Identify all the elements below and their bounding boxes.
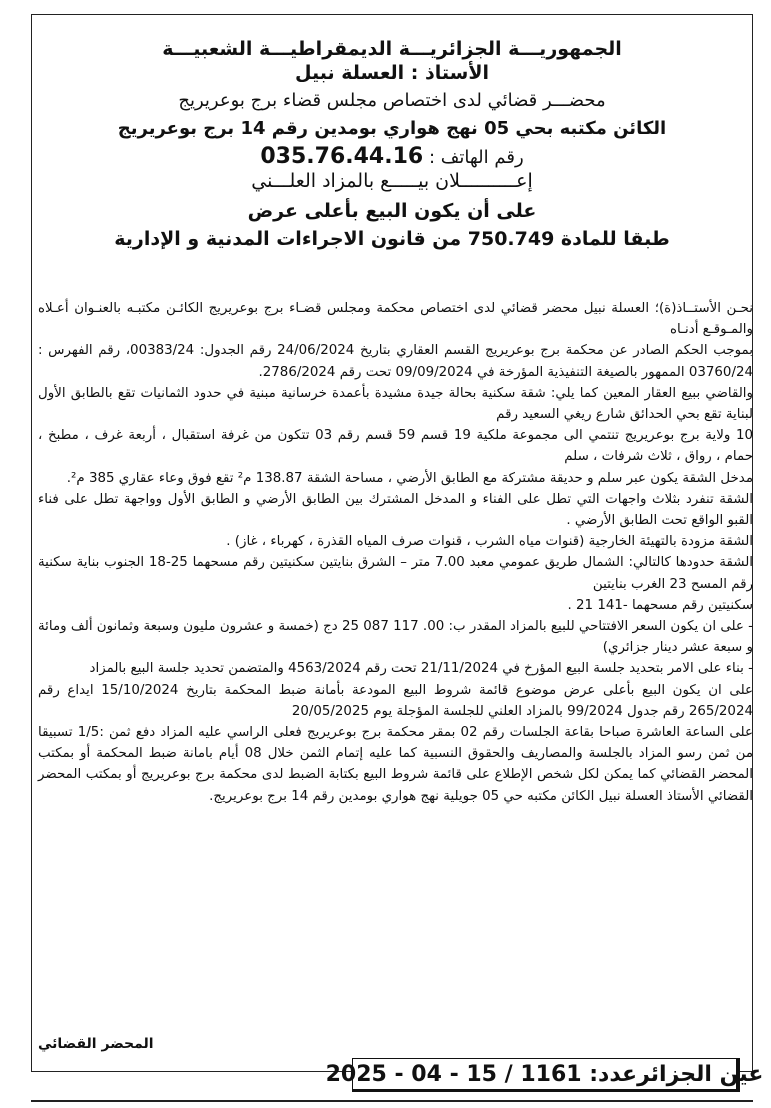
announcement-header [31, 40, 753, 258]
intro-paragraph: نحـن الأستــاذ(ة)؛ العسلة نبيل محضر قضائي لدى اختصاص محكمة ومجلس قضـاء برج بوعريريج الكائـن مكتبـه بالعنـوان أعـلاه والمـوقـع أدنـاه [38, 301, 753, 338]
office-address: الكائن مكتبه بحي 05 نهج هواري بومدين رقم 14 برج بوعريريج [117, 118, 667, 139]
facades-paragraph: الشقة تنفرد بثلاث واجهات التي تطل على الفناء و المدخل المشترك بين الطابق الأرضي و الطابق الأول وواجهة تطل على فناء القبو الواقع تحت الطابق الأرضي . [38, 491, 753, 529]
utilities-paragraph: الشقة مزودة بالتهيئة الخارجية (قنوات مياه الشرب ، قنوات صرف المياه القذرة ، كهرباء ، غاز) . [226, 534, 753, 550]
bailiff-name: الأستاذ : العسلة نبيل [294, 62, 490, 84]
judgment-paragraph: بموجب الحكم الصادر عن محكمة برج بوعريريج القسم العقاري بتاريخ 24/06/2024 رقم الجدول: 00383/24، رقم الفهرس : 03760/24 الممهور بالصيغة التنفيذية المؤرخة في 09/09/2024 تحت رقم 2786/2024. [38, 343, 754, 380]
boundaries-cont-paragraph: سكنيتين رقم مسحهما -141 21 . [567, 597, 753, 613]
order-paragraph: - بناء على الامر بتحديد جلسة البيع المؤرخ في 21/11/2024 تحت رقم 4563/2024 والمتضمن تحديد جلسة البيع بالمزاد [89, 661, 753, 677]
conditions-paragraph: على ان يكون البيع بأعلى عرض موضوع قائمة شروط البيع المودعة بأمانة ضبط المحكمة بتاريخ 15/10/2024 ايداع رقم 265/2024 رقم جدول 99/2024 بالمزاد العلني للجلسة المؤجلة يوم 20/05/2025 [38, 682, 753, 719]
session-paragraph: على الساعة العاشرة صباحا بقاعة الجلسات رقم 02 بمقر محكمة برج بوعريريج فعلى الراسي عليه المزاد دفع ثمن :1/5 تسبيقا من ثمن رسو المزاد بالجلسة والمصاريف والحقوق النسبية كما عليه إتمام الثمن خلال 08 أيام بامانة ضبط المحكمة أو بمكتب المحضر القضائي كما يمكن لكل شخص الإطلاع على قائمة شروط البيع بكتابة الضبط لدى محكمة برج بوعريريج أو بمكتب المحضر القضائي الأستاذ العسلة نبيل الكائن مكتبه حي 05 جويلية نهج هواري بومدين رقم 14 برج بوعريريج. [38, 725, 754, 804]
phone-number: 035.76.44.16 [260, 144, 424, 169]
property-paragraph: والقاضي ببيع العقار المعين كما يلي: شقة سكنية بحالة جيدة مشيدة بأعمدة خرسانية مبنية في حدود الثمانيات تقع بالطابق الأول لبناية تقع بحي الحدائق شارع ريغي السعيد رقم [38, 385, 753, 423]
bottom-divider [31, 1100, 753, 1102]
boundaries-paragraph: الشقة حدودها كالتالي: الشمال طريق عمومي معبد 7.00 متر – الشرق بنايتين سكنيتين رقم مسحهما 25-18 الجنوب بناية سكنية رقم المسح 23 الغرب بنايتين [38, 555, 753, 592]
highest-bid-line: على أن يكون البيع بأعلى عرض [247, 200, 537, 222]
announcement-body [38, 298, 753, 807]
phone-label: رقم الهاتف : [428, 147, 524, 168]
opening-price-paragraph: - على ان يكون السعر الافتتاحي للبيع بالمزاد المقدر ب: 00. 117 087 25 دج (خمسة و عشرون مليون وسبعة وثمانون ألف ومائة و سبعة عشر دينار جزائري) [38, 619, 754, 656]
property-details-paragraph: 10 ولاية برج بوعريريج تنتمي الى مجموعة ملكية 19 قسم 59 قسم رقم 03 تتكون من غرفة استقبال ، أربعة غرف ، مطبخ ، حمام ، رواق ، ثلاث شرفات ، سلم [38, 428, 754, 465]
bailiff-jurisdiction: محضـــر قضائي لدى اختصاص مجلس قضاء برج بوعريريج [178, 90, 606, 111]
auction-notice-title: إعــــــــــلان بيـــــع بالمزاد العلـــني [251, 170, 533, 192]
publication-footer: عين الجزائرعدد: 1161 / 15 - 04 - 2025 [352, 1058, 740, 1092]
signature-label: المحضر القضائي [38, 1036, 154, 1052]
legal-article-line: طبقا للمادة 750.749 من قانون الاجراءات المدنية و الإدارية [114, 228, 670, 250]
area-paragraph: مدخل الشقة يكون عبر سلم و حديقة مشتركة مع الطابق الأرضي ، مساحة الشقة 138.87 م² تقع فوق وعاء عقاري 385 م². [66, 470, 753, 486]
republic-title: الجمهوريـــة الجزائريـــة الديمقراطيـــة الشعبيـــة [162, 38, 622, 60]
phone-line [31, 146, 753, 172]
